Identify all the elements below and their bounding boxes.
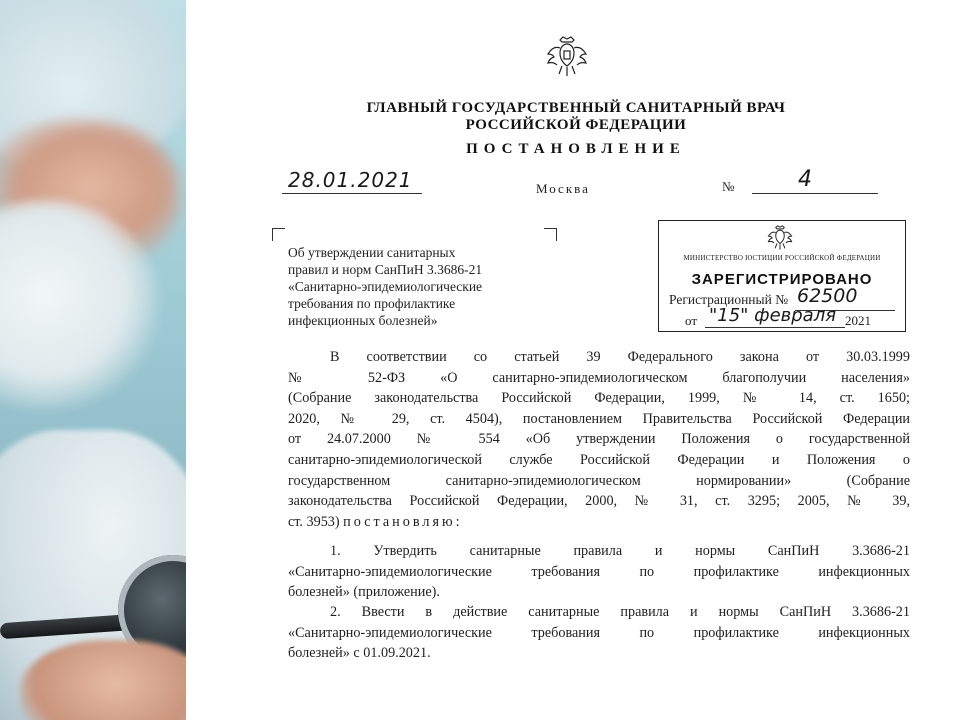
handwritten-number: 4	[798, 167, 812, 192]
stamp-reg-number-label: Регистрационный №	[669, 292, 789, 307]
header-title-line1: ГЛАВНЫЙ ГОСУДАРСТВЕННЫЙ САНИТАРНЫЙ ВРАЧ	[366, 100, 786, 116]
city-name: Москва	[536, 181, 590, 196]
item-1-line: болезней» (приложение).	[288, 584, 440, 601]
subject-corner-left	[272, 228, 285, 241]
item-1-paragraph	[288, 541, 910, 603]
item-1-line: «Санитарно-эпидемиологические требования по профилактике инфекционных	[288, 563, 910, 580]
subject-line: «Санитарно-эпидемиологические	[288, 279, 483, 294]
stamp-from-label: от	[685, 313, 698, 328]
subject-line: инфекционных болезней»	[288, 313, 438, 328]
subject-line: требования по профилактике	[288, 296, 456, 311]
preamble-line: санитарно-эпидемиологической службе Российской Федерации и Положения о	[288, 451, 910, 468]
stamp-date-underline	[705, 327, 845, 328]
eagle-emblem-icon	[544, 34, 590, 80]
stamp-registered: ЗАРЕГИСТРИРОВАНО	[691, 271, 873, 288]
item-2-line: 2. Ввести в действие санитарные правила и нормы СанПиН 3.3686-21	[330, 604, 910, 620]
preamble-line: от 24.07.2000 № 554 «Об утверждении Положения о государственной	[288, 431, 910, 448]
number-underline	[752, 193, 878, 194]
item-2-line: «Санитарно-эпидемиологические требования по профилактике инфекционных	[288, 624, 910, 641]
preamble-line: государственном санитарно-эпидемиологическом нормировании» (Собрание	[288, 472, 910, 489]
preamble-line: В соответствии со статьей 39 Федерального закона от 30.03.1999	[330, 349, 910, 365]
item-1-line: 1. Утвердить санитарные правила и нормы СанПиН 3.3686-21	[330, 543, 910, 559]
subject-corner-right	[544, 228, 557, 241]
preamble-line: законодательства Российской Федерации, 2000, № 31, ст. 3295; 2005, № 39,	[288, 493, 910, 510]
item-2-paragraph	[288, 602, 910, 664]
registration-stamp	[658, 220, 906, 332]
decree-document	[192, 0, 960, 720]
decree-word: постановляю:	[343, 513, 463, 530]
document-type: ПОСТАНОВЛЕНИЕ	[466, 141, 686, 157]
preamble-paragraph	[288, 347, 910, 532]
preamble-last-line	[288, 512, 910, 533]
preamble-line: (Собрание законодательства Российской Федерации, 1999, № 14, ст. 1650;	[288, 390, 910, 407]
stamp-reg-year: 2021	[845, 313, 871, 328]
date-underline	[282, 193, 422, 194]
preamble-citation: ст. 3953)	[288, 513, 340, 530]
item-2-line: болезней» с 01.09.2021.	[288, 645, 431, 662]
number-label: №	[722, 179, 735, 194]
subject-line: правил и норм СанПиН 3.3686-21	[288, 262, 483, 277]
stamp-reg-date: "15" февраля	[709, 305, 837, 326]
stamp-eagle-icon	[765, 224, 795, 252]
header-title-line2: РОССИЙСКОЙ ФЕДЕРАЦИИ	[465, 117, 687, 133]
preamble-line: № 52-ФЗ «О санитарно-эпидемиологическом благополучии населения»	[288, 369, 910, 386]
subject-block	[288, 244, 548, 329]
stamp-ministry-name: МИНИСТЕРСТВО ЮСТИЦИИ РОССИЙСКОЙ ФЕДЕРАЦИИ	[683, 254, 881, 262]
stamp-reg-number: 62500	[797, 285, 858, 307]
doctor-photo	[0, 0, 186, 720]
preamble-line: 2020, № 29, ст. 4504), постановлением Правительства Российской Федерации	[288, 410, 910, 427]
subject-line: Об утверждении санитарных	[288, 245, 456, 260]
handwritten-date: 28.01.2021	[288, 168, 413, 192]
